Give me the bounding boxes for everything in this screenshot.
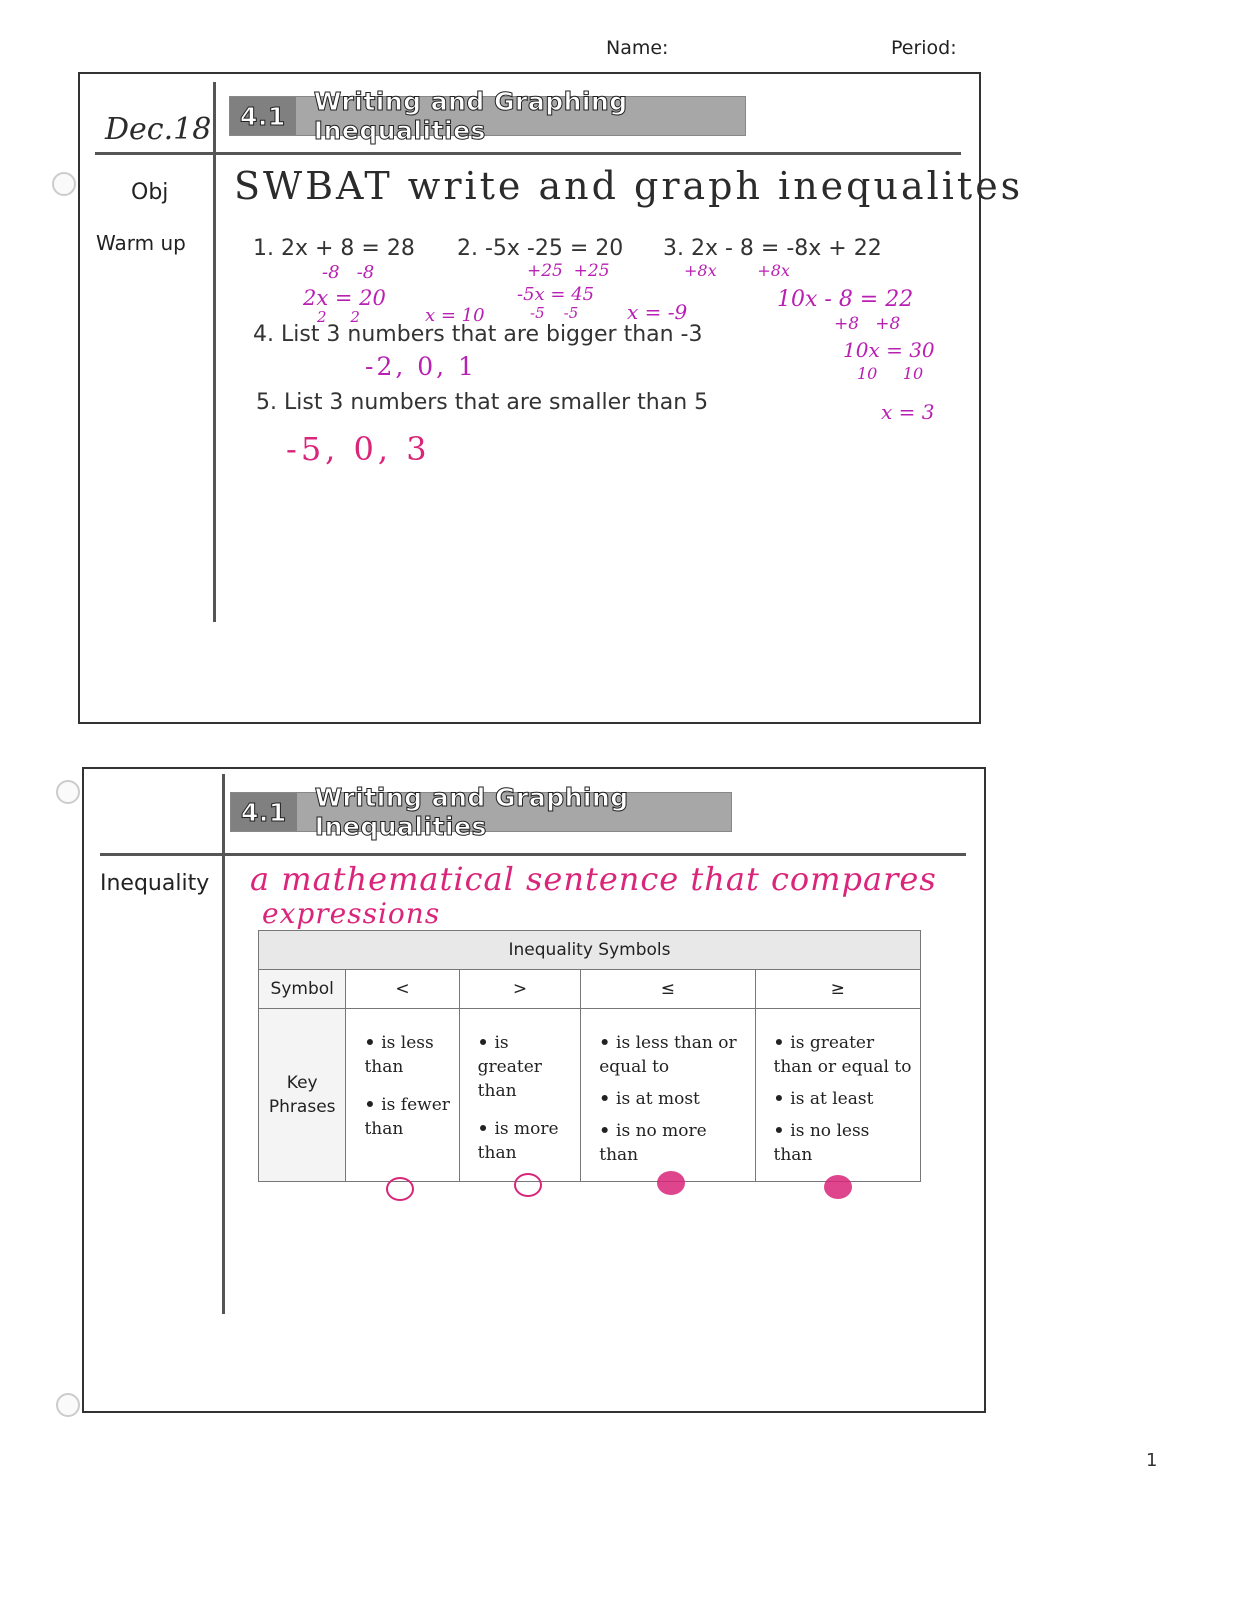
obj-label: Obj: [131, 180, 169, 205]
inequality-symbols-table: [258, 930, 921, 1182]
phrases-greater-than: [459, 1009, 581, 1182]
open-circle-less-than: [386, 1177, 414, 1201]
phrases-less-than: [346, 1009, 459, 1182]
phrase-item: • is at most: [599, 1089, 700, 1109]
phrase-item: • is greater than or equal to: [773, 1033, 912, 1077]
key-phrases-row-header: Key Phrases: [259, 1009, 346, 1182]
banner-1-number: 4.1: [230, 97, 296, 135]
symbol-row-header: Symbol: [259, 970, 346, 1009]
lesson-banner-1: [229, 87, 746, 145]
phrase-item: • is more than: [477, 1119, 559, 1163]
phrase-item: • is greater than: [477, 1033, 542, 1101]
banner-1-title: Writing and Graphing Inequalities: [313, 87, 628, 145]
work-2d: x = -9: [627, 300, 688, 324]
problem-4: 4. List 3 numbers that are bigger than -3: [253, 322, 703, 347]
symbol-less-than-or-equal: ≤: [581, 970, 755, 1009]
symbol-greater-than: >: [459, 970, 581, 1009]
objective-text: SWBAT write and graph inequalites: [234, 164, 1024, 208]
work-2a: +25 +25: [527, 261, 610, 281]
work-3f: x = 3: [881, 400, 935, 424]
work-1d: x = 10: [425, 305, 485, 326]
phrase-item: • is fewer than: [364, 1095, 450, 1139]
phrase-item: • is less than: [364, 1033, 434, 1077]
work-3e: 10 10: [857, 364, 924, 383]
work-2c: -5 -5: [530, 304, 579, 322]
answer-4: -2, 0, 1: [365, 352, 477, 381]
problem-1: 1. 2x + 8 = 28: [253, 236, 415, 261]
work-1c: 2 2: [317, 308, 360, 326]
phrases-greater-than-or-equal: [755, 1009, 921, 1182]
open-circle-greater-than: [514, 1173, 542, 1197]
panel2-header-rule: [100, 853, 966, 856]
phrase-item: • is at least: [773, 1089, 874, 1109]
work-3b: 10x - 8 = 22: [777, 287, 914, 312]
closed-circle-greater-than-or-equal: [824, 1175, 852, 1199]
phrase-item: • is no more than: [599, 1121, 707, 1165]
definition-line-2: expressions: [262, 897, 441, 930]
binder-hole-bottom: [56, 1393, 80, 1417]
work-1b: 2x = 20: [303, 286, 386, 310]
work-1a: -8 -8: [322, 262, 375, 283]
binder-hole-top: [52, 172, 76, 196]
period-label: Period:: [891, 37, 957, 59]
symbol-less-than: <: [346, 970, 459, 1009]
closed-circle-less-than-or-equal: [657, 1171, 685, 1195]
name-label: Name:: [606, 37, 669, 59]
panel1-left-margin-line: [213, 82, 216, 622]
term-label: Inequality: [100, 871, 210, 896]
phrases-less-than-or-equal: [581, 1009, 755, 1182]
answer-5: -5, 0, 3: [286, 430, 431, 468]
work-2b: -5x = 45: [517, 284, 595, 305]
symbol-greater-than-or-equal: ≥: [755, 970, 921, 1009]
lesson-banner-2: [230, 783, 732, 841]
definition-line-1: a mathematical sentence that compares: [250, 860, 937, 898]
banner-2-number: 4.1: [231, 793, 297, 831]
problem-5: 5. List 3 numbers that are smaller than 5: [256, 390, 709, 415]
work-3d: 10x = 30: [843, 338, 935, 362]
work-3a: +8x +8x: [684, 261, 790, 280]
lesson-date: Dec.18: [105, 112, 212, 147]
page-number: 1: [1146, 1450, 1158, 1471]
warmup-label: Warm up: [96, 231, 186, 255]
binder-hole-middle: [56, 780, 80, 804]
phrase-item: • is less than or equal to: [599, 1033, 737, 1077]
table-title: Inequality Symbols: [259, 931, 921, 970]
phrase-item: • is no less than: [773, 1121, 870, 1165]
banner-2-title: Writing and Graphing Inequalities: [314, 783, 629, 841]
panel1-header-rule: [95, 152, 961, 155]
problem-3: 3. 2x - 8 = -8x + 22: [663, 236, 882, 261]
work-3c: +8 +8: [834, 314, 901, 334]
problem-2: 2. -5x -25 = 20: [457, 236, 624, 261]
